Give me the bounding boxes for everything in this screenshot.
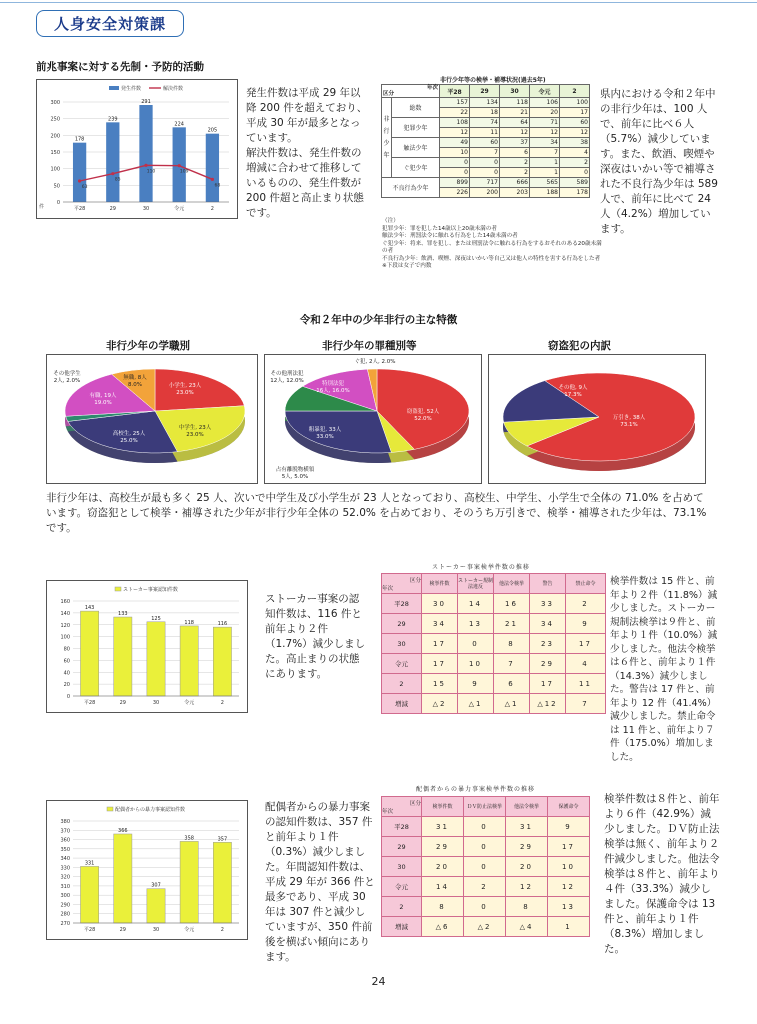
juv-cell: 64 — [500, 118, 530, 128]
table-cell: 14 — [458, 594, 494, 614]
juv-cell: 200 — [470, 188, 500, 198]
table-cell: 20 — [422, 857, 464, 877]
pie-slice-label: 有職, 19人 19.0% — [89, 393, 117, 406]
table-row-label: 平28 — [382, 817, 422, 837]
juv-cell: 666 — [500, 178, 530, 188]
table-row-label: 2 — [382, 674, 422, 694]
dv-table-title: 配偶者からの暴力事案検挙件数の推移 — [416, 786, 536, 793]
table-cell: 30 — [422, 594, 458, 614]
y-tick-label: 360 — [60, 837, 70, 844]
table-cell: 29 — [530, 654, 566, 674]
x-tick-label: 令元 — [184, 927, 195, 933]
bar-value-label: 331 — [84, 860, 95, 867]
table-header: ストーカー規制法違反 — [458, 574, 494, 594]
juv-year-header: 令元 — [530, 85, 560, 98]
juv-row-label: 触法少年 — [392, 138, 440, 158]
pie-slice-label: 中学生, 23人 23.0% — [178, 425, 212, 438]
y-tick-label: 380 — [60, 819, 70, 825]
x-tick-label: 30 — [152, 927, 160, 933]
juv-cell: 34 — [530, 138, 560, 148]
table-cell: 10 — [548, 857, 590, 877]
table-header: 他法令検挙 — [494, 574, 530, 594]
stalker-table-title: ストーカー事案検挙件数の推移 — [432, 564, 530, 571]
pie3-box — [488, 354, 706, 484]
x-tick-label: 令元 — [174, 206, 185, 212]
bar — [147, 622, 165, 696]
pie-slice-label: ぐ犯, 2人, 2.0% — [354, 359, 396, 365]
juv-cell: 12 — [440, 128, 470, 138]
bar-value-label: 357 — [217, 836, 228, 843]
table-cell: 9 — [458, 674, 494, 694]
dv-paragraph: 配偶者からの暴力事案の認知件数は、357 件と前年より１件（0.3%）減少しました。年間認知件数は、平成 29 年が 366 件と最多であり、平成 30 年は 307 件と減少していますが、350 件前後を横ばい傾向にあります。 — [265, 801, 375, 963]
pie-slice-label: 万引き, 38人 73.1% — [612, 415, 646, 428]
juv-row-label: 不良行為少年 — [382, 178, 440, 198]
pie3-svg — [489, 355, 705, 483]
table-cell: 9 — [566, 614, 606, 634]
table-header: ＤＶ防止法検挙 — [464, 797, 506, 817]
bar — [180, 626, 198, 696]
y-tick-label: 340 — [60, 856, 70, 863]
y-tick-label: 20 — [63, 682, 70, 689]
y-tick-label: 0 — [56, 200, 60, 206]
juv-year-header: 29 — [470, 85, 500, 98]
table-row-label: 増減 — [382, 694, 422, 714]
table-cell: △4 — [506, 917, 548, 937]
table-cell: 2 — [566, 594, 606, 614]
table-cell: 23 — [530, 634, 566, 654]
legend-swatch — [115, 587, 121, 591]
table-cell: 1 — [548, 917, 590, 937]
x-tick-label: 29 — [119, 927, 126, 933]
table-cell: △12 — [530, 694, 566, 714]
table-cell: 20 — [506, 857, 548, 877]
table-cell: △2 — [422, 694, 458, 714]
y-tick-label: 270 — [60, 921, 70, 927]
bar-value-label: 143 — [84, 605, 95, 612]
table-cell: 17 — [422, 654, 458, 674]
y-tick-label: 50 — [53, 183, 60, 190]
table-cell: △1 — [494, 694, 530, 714]
table-cell: 29 — [506, 837, 548, 857]
bar — [213, 627, 231, 696]
bar-value-label: 224 — [174, 121, 184, 128]
table-header: 警告 — [530, 574, 566, 594]
juv-cell: 106 — [530, 98, 560, 108]
table-corner: 区分 年次 — [382, 574, 422, 594]
bar — [213, 842, 231, 923]
table-row-label: 平28 — [382, 594, 422, 614]
y-tick-label: 320 — [60, 874, 70, 881]
x-tick-label: 30 — [142, 206, 150, 212]
juv-cell: 37 — [500, 138, 530, 148]
juv-cell: 134 — [470, 98, 500, 108]
juv-cell: 2 — [500, 168, 530, 178]
pie-slice-label: その他, 9人 17.3% — [558, 385, 588, 398]
table-cell: 15 — [422, 674, 458, 694]
table-cell: 13 — [458, 614, 494, 634]
table-header: 禁止命令 — [566, 574, 606, 594]
juv-note-line: 不良行為少年：飲酒、喫煙、深夜はいかい等自己又は他人の特性を害する行為をした者 — [382, 255, 601, 262]
juv-cell: 12 — [530, 128, 560, 138]
dv-chart — [46, 800, 248, 940]
juv-cell: 74 — [470, 118, 500, 128]
pie-slice — [155, 369, 244, 411]
juv-cell: 17 — [560, 108, 590, 118]
table-row-label: 令元 — [382, 654, 422, 674]
table-cell: 17 — [548, 837, 590, 857]
y-tick-label: 200 — [50, 133, 60, 140]
table-cell: △2 — [464, 917, 506, 937]
x-tick-label: 令元 — [184, 700, 195, 706]
y-tick-label: 100 — [50, 166, 60, 173]
juv-row-label: ぐ犯少年 — [392, 158, 440, 178]
juv-row-label: 犯罪少年 — [392, 118, 440, 138]
juv-cell: 188 — [530, 188, 560, 198]
table-cell: 17 — [422, 634, 458, 654]
features-paragraph: 非行少年は、高校生が最も多く 25 人、次いで中学生及び小学生が 23 人となっており、高校生、中学生、小学生で全体の 71.0% を占めています。窃盗犯として検挙・補導された少年が非行少年全体の 52.0% を占めており、そのうち万引きで、検挙・補導された少年は、73.1%です。 — [46, 492, 707, 534]
y-tick-label: 370 — [60, 828, 70, 835]
y-tick-label: 80 — [63, 646, 70, 653]
pie-slice-label: 無職, 8人 8.0% — [123, 375, 147, 388]
juvenile-table-title: 非行少年等の検挙・補導状況(過去5年) — [440, 77, 546, 84]
line-value-label: 110 — [146, 169, 156, 175]
stalker-chart-svg — [47, 581, 247, 712]
bar-value-label: 307 — [151, 882, 161, 889]
pie1-title: 非行少年の学職別 — [106, 340, 190, 352]
bar-value-label: 239 — [108, 116, 118, 123]
y-tick-label: 140 — [60, 610, 70, 617]
y-tick-label: 310 — [60, 883, 70, 890]
juv-note-line: 触法少年：刑罰法令に触れる行為をした14歳未満の者 — [382, 233, 518, 239]
table-cell: 16 — [494, 594, 530, 614]
table-cell: 0 — [464, 817, 506, 837]
bar — [80, 866, 98, 923]
y-tick-label: 300 — [50, 100, 60, 106]
table-cell: 12 — [506, 877, 548, 897]
stalker-paragraph: ストーカー事案の認知件数は、116 件と前年より２件（1.7%）減少しました。高止まりの状態にあります。 — [265, 593, 366, 680]
table-header: 検挙件数 — [422, 797, 464, 817]
bar — [206, 134, 219, 202]
table-header: 他法令検挙 — [506, 797, 548, 817]
legend-swatch — [107, 807, 113, 811]
juv-cell: 565 — [530, 178, 560, 188]
y-tick-label: 290 — [60, 902, 70, 909]
pie-slice-label: 小学生, 23人 23.0% — [168, 383, 202, 396]
unit-label: 件 — [39, 204, 45, 210]
features-heading: 令和２年中の少年非行の主な特徴 — [299, 314, 458, 326]
precursor-paragraph: 発生件数は平成 29 年以降 200 件を超えており、平成 30 年が最多となっています。 解決件数は、発生件数の増減に合わせて推移しているものの、発生件数が 200 件超と高止まり状態です。 — [246, 87, 368, 219]
bar — [106, 122, 119, 202]
table-cell: 0 — [464, 897, 506, 917]
line-point — [111, 172, 114, 175]
juv-cell: 100 — [560, 98, 590, 108]
table-row-label: 30 — [382, 634, 422, 654]
bar-value-label: 205 — [207, 127, 218, 134]
table-cell: 12 — [548, 877, 590, 897]
y-tick-label: 250 — [50, 116, 60, 123]
table-header: 保護命令 — [548, 797, 590, 817]
juv-cell: 7 — [470, 148, 500, 158]
bar-value-label: 116 — [217, 621, 228, 628]
table-cell: 6 — [494, 674, 530, 694]
table-cell: 17 — [566, 634, 606, 654]
juv-cell: 20 — [530, 108, 560, 118]
juv-cell: 21 — [500, 108, 530, 118]
bar-value-label: 125 — [151, 615, 161, 622]
x-tick-label: 平28 — [83, 927, 96, 933]
table-row-label: 30 — [382, 857, 422, 877]
table-header: 検挙件数 — [422, 574, 458, 594]
line-value-label: 85 — [114, 177, 121, 183]
pie-slice-label: その他学生 2人, 2.0% — [53, 371, 81, 384]
juv-side-label: 非 行 少 年 — [382, 98, 392, 178]
line-point — [178, 164, 181, 167]
juv-cell: 60 — [470, 138, 500, 148]
juv-cell: 71 — [530, 118, 560, 128]
pie1-svg — [47, 355, 257, 483]
juv-cell: 717 — [470, 178, 500, 188]
juv-cell: 118 — [500, 98, 530, 108]
table-cell: 34 — [422, 614, 458, 634]
stalker-table-wrap — [381, 573, 606, 714]
table-cell: 31 — [506, 817, 548, 837]
juv-note-line: ぐ犯少年：将来、罪を犯し、または刑罰法令に触れる行為をするおそれのある20歳未満の者 — [382, 240, 602, 254]
table-cell: 14 — [422, 877, 464, 897]
line-value-label: 68 — [214, 183, 221, 189]
juv-cell: 22 — [440, 108, 470, 118]
juvenile-table — [381, 84, 590, 198]
juv-cell: 899 — [440, 178, 470, 188]
table-cell: 31 — [422, 817, 464, 837]
line-point — [144, 164, 147, 167]
juv-note-line: ※下段は女子で内数 — [382, 263, 432, 269]
table-cell: 2 — [464, 877, 506, 897]
legend-label: 配偶者からの暴力事案認知件数 — [115, 807, 186, 813]
juv-year-header: 平28 — [440, 85, 470, 98]
precursor-chart — [36, 79, 238, 219]
bar — [114, 617, 132, 696]
pie-slice-label: 高校生, 25人 25.0% — [112, 431, 146, 444]
juv-cell: 11 — [470, 128, 500, 138]
table-row-label: 29 — [382, 837, 422, 857]
top-rule — [0, 2, 757, 3]
juv-note-line: 犯罪少年：罪を犯した14歳以上20歳未満の者 — [382, 225, 497, 232]
y-tick-label: 330 — [60, 865, 70, 872]
dv-table — [381, 796, 590, 937]
juv-cell: 178 — [560, 188, 590, 198]
juv-cell: 12 — [500, 128, 530, 138]
juv-cell: 226 — [440, 188, 470, 198]
dv-table-wrap — [381, 796, 590, 937]
y-tick-label: 160 — [60, 599, 70, 605]
juv-year-header: 2 — [560, 85, 590, 98]
y-tick-label: 100 — [60, 634, 70, 641]
table-cell: 34 — [530, 614, 566, 634]
juv-cell: 1 — [530, 158, 560, 168]
legend-line: 解決件数 — [163, 86, 184, 92]
pie-slice-label: その他刑法犯 12人, 12.0% — [270, 371, 304, 384]
legend-swatch-bar — [109, 86, 119, 90]
juvenile-paragraph: 県内における令和２年中の非行少年は、100 人で、前年に比べ６人（5.7%）減少しています。また、飲酒、喫煙や深夜はいかい等で補導された不良行為少年は 589 人で、前年に比べて 24 人（4.2%）増加しています。 — [600, 88, 718, 235]
juv-cell: 6 — [500, 148, 530, 158]
bar-value-label: 118 — [184, 619, 194, 626]
table-cell: 21 — [494, 614, 530, 634]
pie-slice-label: 占有離脱物横領 5人, 5.0% — [275, 467, 315, 480]
juv-cell: 0 — [440, 168, 470, 178]
table-cell: 4 — [566, 654, 606, 674]
table-cell: 8 — [422, 897, 464, 917]
table-cell: 7 — [494, 654, 530, 674]
pie2-svg — [265, 355, 481, 483]
line-point — [211, 178, 214, 181]
page-title: 人身安全対策課 — [36, 10, 184, 37]
table-cell: 7 — [566, 694, 606, 714]
legend-bar: 発生件数 — [121, 86, 142, 92]
bar-value-label: 178 — [74, 136, 85, 143]
juv-cell: 108 — [440, 118, 470, 128]
pie3-title: 窃盗犯の内訳 — [548, 340, 611, 352]
juvenile-notes — [382, 218, 602, 271]
table-row-label: 令元 — [382, 877, 422, 897]
juv-cell: 203 — [500, 188, 530, 198]
juv-cell: 2 — [500, 158, 530, 168]
table-cell: △6 — [422, 917, 464, 937]
table-cell: 10 — [458, 654, 494, 674]
line-value-label: 109 — [179, 169, 189, 175]
juv-cell: 1 — [530, 168, 560, 178]
pie2-box — [264, 354, 482, 484]
table-cell: 13 — [548, 897, 590, 917]
x-tick-label: 平28 — [73, 206, 86, 212]
bar-value-label: 358 — [184, 835, 194, 842]
juvenile-table-wrap — [381, 84, 590, 198]
pie-slice-label: 特別法犯 16人, 16.0% — [316, 381, 350, 394]
bar — [147, 889, 165, 923]
juv-cell: 0 — [470, 168, 500, 178]
bar — [114, 834, 132, 923]
table-cell: 0 — [464, 837, 506, 857]
juv-note-line: （注） — [382, 218, 399, 224]
y-tick-label: 350 — [60, 846, 70, 853]
juv-cell: 0 — [560, 168, 590, 178]
x-tick-label: 2 — [210, 206, 214, 212]
table-cell: 0 — [458, 634, 494, 654]
dv-chart-svg — [47, 801, 247, 939]
stalker-chart — [46, 580, 248, 713]
line-value-label: 63 — [81, 185, 88, 190]
juv-cell: 18 — [470, 108, 500, 118]
table-cell: 11 — [566, 674, 606, 694]
bar-value-label: 366 — [118, 827, 128, 834]
y-tick-label: 120 — [60, 622, 70, 629]
y-tick-label: 0 — [66, 694, 70, 700]
line-point — [78, 179, 81, 182]
juv-cell: 0 — [440, 158, 470, 168]
y-tick-label: 40 — [63, 670, 70, 677]
juv-cell: 589 — [560, 178, 590, 188]
juv-cell: 2 — [560, 158, 590, 168]
stalker-paragraph-2: 検挙件数は 15 件と、前年より２件（11.8%）減少しました。ストーカー規制法検挙は９件と、前年より１件（10.0%）減少しました。他法令検挙は６件と、前年より１件（14.3%）減少しました。警告は 17 件と、前年より 12 件（41.4%）減少しました。禁止命令は 11 件と、前年より７件（175.0%）増加しました。 — [610, 576, 718, 763]
table-cell: 29 — [422, 837, 464, 857]
table-cell: 0 — [464, 857, 506, 877]
table-row-label: 2 — [382, 897, 422, 917]
x-tick-label: 29 — [109, 206, 116, 212]
precursor-chart-svg — [37, 80, 237, 218]
juv-cell: 60 — [560, 118, 590, 128]
pie-slice-label: 窃盗犯, 52人 52.0% — [406, 409, 440, 422]
x-tick-label: 2 — [220, 927, 224, 933]
pie-slice-label: 粗暴犯, 33人 33.0% — [308, 427, 342, 440]
table-cell: 9 — [548, 817, 590, 837]
table-cell: 33 — [530, 594, 566, 614]
juv-cell: 157 — [440, 98, 470, 108]
bar — [73, 143, 86, 202]
bar-value-label: 133 — [118, 611, 128, 618]
page-number: 24 — [371, 975, 386, 988]
y-tick-label: 300 — [60, 893, 70, 900]
juv-row-label: 総数 — [392, 98, 440, 118]
table-corner: 区分 年次 — [382, 797, 422, 817]
table-cell: 8 — [494, 634, 530, 654]
juv-cell: 4 — [560, 148, 590, 158]
dv-paragraph-2: 検挙件数は８件と、前年より６件（42.9%）減少しました。ＤＶ防止法検挙は無く、前年より２件減少しました。他法令検挙は８件と、前年より４件（33.3%）減少しました。保護命令は 13 件と、前年より１件（8.3%）増加しました。 — [604, 793, 720, 955]
table-cell: 17 — [530, 674, 566, 694]
x-tick-label: 2 — [220, 700, 224, 706]
table-cell: △1 — [458, 694, 494, 714]
x-tick-label: 29 — [119, 700, 126, 706]
y-tick-label: 150 — [50, 150, 60, 156]
x-tick-label: 30 — [152, 700, 160, 706]
juv-year-header: 30 — [500, 85, 530, 98]
juv-corner: 年次 区分 — [383, 85, 438, 97]
table-row-label: 増減 — [382, 917, 422, 937]
juv-cell: 0 — [470, 158, 500, 168]
x-tick-label: 平28 — [83, 700, 96, 706]
y-tick-label: 280 — [60, 911, 70, 918]
pie2-title: 非行少年の罪種別等 — [322, 340, 417, 352]
juv-cell: 12 — [560, 128, 590, 138]
legend-label: ストーカー事案認知件数 — [123, 587, 178, 593]
stalker-table — [381, 573, 606, 714]
pie1-box — [46, 354, 258, 484]
juv-cell: 10 — [440, 148, 470, 158]
bar — [80, 611, 98, 696]
juv-cell: 49 — [440, 138, 470, 148]
bar — [139, 105, 152, 202]
section-heading-precursor: 前兆事案に対する先制・予防的活動 — [36, 61, 204, 73]
juv-cell: 7 — [530, 148, 560, 158]
bar-value-label: 291 — [141, 99, 151, 105]
bar — [180, 841, 198, 923]
table-row-label: 29 — [382, 614, 422, 634]
juv-cell: 38 — [560, 138, 590, 148]
y-tick-label: 60 — [63, 658, 70, 665]
table-cell: 8 — [506, 897, 548, 917]
